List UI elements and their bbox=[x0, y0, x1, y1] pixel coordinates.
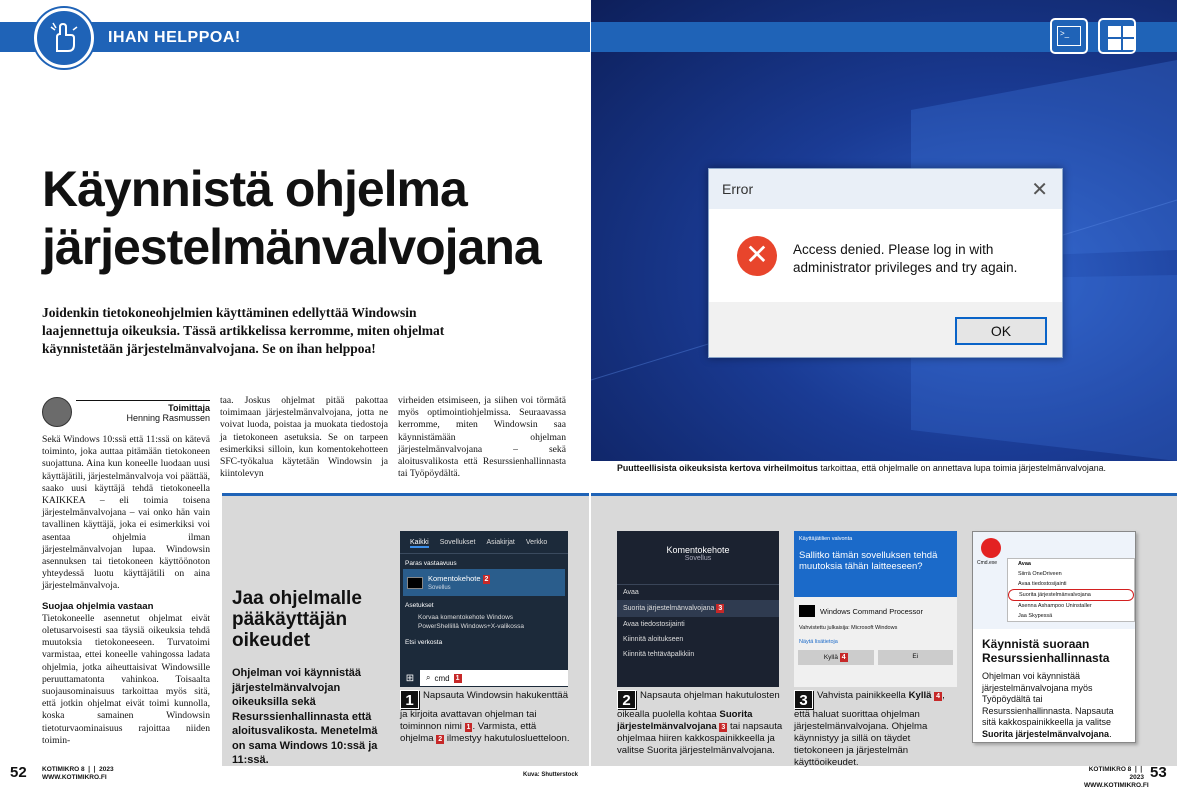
caption-lead: Puutteellisista oikeuksista kertova virheilmoitus bbox=[617, 463, 818, 473]
menu-item-open-location[interactable]: Avaa tiedostosijainti bbox=[623, 621, 685, 628]
menu-item-onedrive[interactable]: Siirrä OneDriveen bbox=[1018, 571, 1062, 577]
article-title bbox=[42, 160, 582, 276]
uac-details-link[interactable]: Näytä lisätietoja bbox=[799, 639, 838, 645]
caption-text: tarkoittaa, että ohjelmalle on annettava lupa toimia järjestelmänvalvojana. bbox=[817, 463, 1106, 473]
body-column-2: taa. Joskus ohjelmat pitää pakottaa toimimaan järjestelmänvalvojana, jotta ne voivat luoda, poistaa ja muokata tiedostoja ja tietokoneen asetuksia. Se on tarpeen esimerkiksi silloin, kun komentokehotteen SFC-työkalua käytetään Windowsin ja kiintolevyn bbox=[220, 395, 388, 480]
result-type: Sovellus bbox=[428, 585, 451, 591]
step-tag: 2 bbox=[438, 736, 443, 743]
search-icon: ⌕ bbox=[426, 673, 431, 682]
article-ingress: Joidenkin tietokoneohjelmien käyttäminen edellyttää Windowsin laajennettuja oikeuksia. Tässä artikkelissa kerromme, miten ohjelmat käynnistetään järjestelmänvalvojana. Se on ihan helppoa! bbox=[42, 305, 445, 356]
page-number: 53 bbox=[1150, 764, 1167, 781]
step-tag: 3 bbox=[721, 724, 726, 731]
search-tabs bbox=[400, 531, 568, 554]
file-icon-label: Cmd.exe bbox=[977, 560, 998, 566]
menu-item-run-as-admin[interactable] bbox=[617, 600, 779, 617]
dialog-footer bbox=[709, 302, 1062, 357]
best-match-item[interactable] bbox=[403, 569, 565, 596]
yes-button[interactable] bbox=[798, 650, 874, 665]
hand-icon bbox=[34, 8, 94, 68]
ok-button[interactable]: OK bbox=[955, 317, 1047, 345]
windows-icon bbox=[1098, 18, 1136, 54]
title-line-1: Käynnistä ohjelma bbox=[42, 161, 467, 217]
dialog-titlebar bbox=[709, 169, 1062, 209]
step-text: Napsauta ohjelman hakutulosten oikealla puolella kohtaa bbox=[617, 690, 780, 720]
body-paragraph: Tietokoneelle asennetut ohjelmat eivät oletusarvoisesti saa täysiä oikeuksia tehdä muutoksia tietokoneeseen. Turvatoimi varmistaa, ettei koneelle vahingossa ladata ohjelmia, jotka aiheuttaisivat Windowsille peruuttamatonta vahinkoa. Toisaalta suojausominaisuus tarkoittaa myös sitä, että jotkin ohjelmat eivät toimi kunnolla, koska samainen Windowsin tietoturvaominaisuus rajoittaa niiden toimin- bbox=[42, 612, 210, 746]
step-3 bbox=[794, 690, 960, 769]
step-1 bbox=[400, 690, 570, 745]
explorer-screenshot bbox=[973, 532, 1135, 629]
author-avatar bbox=[42, 397, 72, 427]
footer-url: WWW.KOTIMIKRO.FI bbox=[1084, 782, 1149, 789]
tab-documents[interactable]: Asiakirjat bbox=[486, 539, 515, 546]
result-name: Komentokehote bbox=[428, 574, 481, 583]
terminal-icon bbox=[799, 605, 815, 617]
settings-item-line: Korvaa komentokehote Windows bbox=[418, 614, 514, 621]
step-tag: 2 bbox=[484, 576, 489, 583]
terminal-icon bbox=[1050, 18, 1088, 54]
taskbar bbox=[400, 669, 568, 687]
settings-header: Asetukset bbox=[405, 602, 434, 609]
step-bold: Suorita järjestelmänvalvojana bbox=[617, 709, 753, 732]
terminal-glyph: >_ bbox=[1057, 26, 1081, 46]
step-2 bbox=[617, 690, 783, 757]
web-header: Etsi verkosta bbox=[405, 639, 443, 646]
tab-all[interactable]: Kaikki bbox=[410, 539, 429, 546]
step-bold: Kyllä bbox=[908, 690, 932, 701]
search-value: cmd bbox=[434, 673, 450, 683]
subheading: Suojaa ohjelmia vastaan bbox=[42, 600, 154, 612]
right-header-bar bbox=[591, 22, 1177, 52]
close-icon[interactable]: ✕ bbox=[1031, 179, 1048, 201]
tip-title: Käynnistä suoraan Resurssienhallinnasta bbox=[982, 637, 1110, 665]
author-divider bbox=[76, 400, 210, 401]
step-text: Vahvista painikkeella bbox=[817, 690, 909, 701]
uac-question: Sallitko tämän sovelluksen tehdä muutoksia tähän laitteeseen? bbox=[799, 550, 938, 572]
body-column-1 bbox=[42, 434, 210, 747]
footer bbox=[42, 766, 114, 782]
menu-item-open[interactable]: Avaa bbox=[623, 589, 639, 596]
step-tag: 1 bbox=[466, 724, 471, 731]
best-match-header: Paras vastaavuus bbox=[405, 560, 457, 567]
no-button[interactable]: Ei bbox=[878, 650, 954, 665]
menu-item-skype[interactable]: Jaa Skypessä bbox=[1018, 613, 1053, 619]
section-kicker: IHAN HELPPOA! bbox=[108, 29, 241, 46]
uac-header: Käyttäjätilien valvonta bbox=[799, 536, 853, 542]
context-menu bbox=[617, 584, 779, 662]
step-number: 2 bbox=[617, 690, 636, 709]
step-text: Napsauta Windowsin hakukenttää ja kirjoita avattavan ohjelman tai toiminnon nimi bbox=[400, 690, 569, 732]
step-tag: 3 bbox=[718, 605, 723, 612]
app-name: Komentokehote bbox=[666, 545, 730, 555]
footer bbox=[1084, 766, 1149, 790]
step-number: 3 bbox=[794, 690, 813, 709]
menu-item-pin-start[interactable]: Kiinnitä aloitukseen bbox=[623, 636, 684, 643]
context-menu bbox=[1007, 558, 1135, 622]
footer-magazine: KOTIMIKRO 8 ❘❘ 2023 bbox=[42, 766, 114, 773]
author-role: Toimittaja bbox=[168, 403, 210, 413]
howto-title: Jaa ohjelmalle pääkäyttäjän oikeudet bbox=[232, 588, 362, 651]
context-menu-screenshot bbox=[617, 531, 779, 687]
app-type: Sovellus bbox=[684, 555, 712, 562]
step-tag: 1 bbox=[455, 674, 460, 682]
start-menu-screenshot bbox=[400, 531, 568, 687]
settings-item[interactable] bbox=[400, 611, 568, 633]
menu-item-open[interactable]: Avaa bbox=[1018, 561, 1031, 567]
uac-screenshot bbox=[794, 531, 957, 687]
photo-credit: Kuva: Shutterstock bbox=[523, 772, 579, 778]
step-text: , että haluat suorittaa ohjelman järjestelmänvalvojana. Ohjelma käynnistyy ja sillä on täydet tietokoneen ja järjestelmän käyttöoikeudet. bbox=[794, 690, 945, 768]
search-input[interactable] bbox=[420, 670, 568, 686]
footer-magazine: KOTIMIKRO 8 ❘❘ 2023 bbox=[1088, 766, 1144, 781]
dialog-message: Access denied. Please log in with administrator privileges and try again. bbox=[793, 242, 1018, 275]
author-name: Henning Rasmussen bbox=[126, 413, 210, 423]
error-icon: ✕ bbox=[737, 236, 777, 276]
tip-text: . bbox=[1109, 728, 1112, 739]
title-line-2: järjestelmänvalvojana bbox=[42, 219, 541, 275]
step-number: 1 bbox=[400, 690, 419, 709]
menu-item-run-as-admin[interactable]: Suorita järjestelmänvalvojana bbox=[1008, 589, 1134, 601]
body-column-3: virheiden etsimiseen, ja siihen voi törmätä myös optimointiohjelmissa. Seuraavassa kerromme, miten Windowsin saa käynnistämään ohjelman järjestelmänvalvojana – sekä aloitusvalikosta että Resurssienhallinnasta tai Työpöydältä. bbox=[398, 395, 566, 480]
dialog-title: Error bbox=[722, 181, 754, 197]
menu-item-uninstaller[interactable]: Asenna Ashampoo Uninstaller bbox=[1018, 603, 1092, 609]
error-dialog bbox=[708, 168, 1063, 358]
menu-item-pin-taskbar[interactable]: Kiinnitä tehtäväpalkkiin bbox=[623, 651, 695, 658]
body-paragraph: Sekä Windows 10:ssä että 11:ssä on kätevä toiminto, joka auttaa pitämään tietokoneen suojattuna. Aina kun koneelle luodaan uusi käyttäjätili, järjestelmänvalvoja voi päättää, saako uusi käyttäjä tehdä tietokoneella KAIKKEA – eli toimia toisena järjestelmänvalvojana – vai onko hän vain tavallinen käyttäjä, joka ei esimerkiksi voi asentaa ohjelmia ilman järjestelmänvalvojan lupaa. Windowsin asennuksen tai tietokoneen käyttöönoton yhteydessä luotu käyttäjätili on aina järjestelmänvalvoja. bbox=[42, 434, 210, 592]
image-caption bbox=[617, 463, 1162, 474]
tip-bold: Suorita järjestelmänvalvojana bbox=[982, 728, 1110, 739]
menu-item-label: Suorita järjestelmänvalvojana bbox=[623, 605, 715, 612]
tip-body bbox=[973, 665, 1135, 746]
footer-url: WWW.KOTIMIKRO.FI bbox=[42, 774, 107, 781]
uac-publisher: Vahvistettu julkaisija: Microsoft Windows bbox=[799, 625, 898, 631]
cursor-highlight bbox=[981, 538, 1001, 558]
tip-box bbox=[972, 531, 1136, 743]
tip-text: Ohjelman voi käynnistää järjestelmänvalvojana myös Työpöydältä tai Resurssienhallinnasta. Napsauta sitä kakkospainikkeella ja valitse bbox=[982, 671, 1114, 727]
step-text: . Varmista, että ohjelma bbox=[400, 721, 537, 744]
page-number: 52 bbox=[10, 764, 27, 781]
menu-item-open-location[interactable]: Avaa tiedostosijainti bbox=[1018, 581, 1067, 587]
windows-glyph bbox=[1108, 26, 1126, 50]
yes-label: Kyllä bbox=[823, 654, 838, 661]
uac-program: Windows Command Processor bbox=[820, 606, 923, 616]
settings-item-line: PowerShellillä Windows+X-valikossa bbox=[418, 623, 525, 630]
windows-icon[interactable]: ⊞ bbox=[405, 672, 415, 684]
step-text: tai napsauta ohjelmaa hiiren kakkospainikkeella ja valitse Suorita järjestelmänvalvojana. bbox=[617, 721, 783, 756]
step-tag: 4 bbox=[936, 693, 941, 700]
step-text: ilmestyy hakutulosluetteloon. bbox=[446, 733, 570, 744]
tab-web[interactable]: Verkko bbox=[525, 539, 548, 546]
terminal-icon bbox=[407, 577, 423, 589]
howto-intro: Ohjelman voi käynnistää järjestelmänvalvojan oikeuksilla sekä Resurssienhallinnasta että aloitusvalikosta. Menetelmä on sama Windows 10:ssä ja 11:ssä. bbox=[232, 667, 378, 766]
step-tag: 4 bbox=[841, 654, 846, 661]
tab-apps[interactable]: Sovellukset bbox=[439, 539, 476, 546]
